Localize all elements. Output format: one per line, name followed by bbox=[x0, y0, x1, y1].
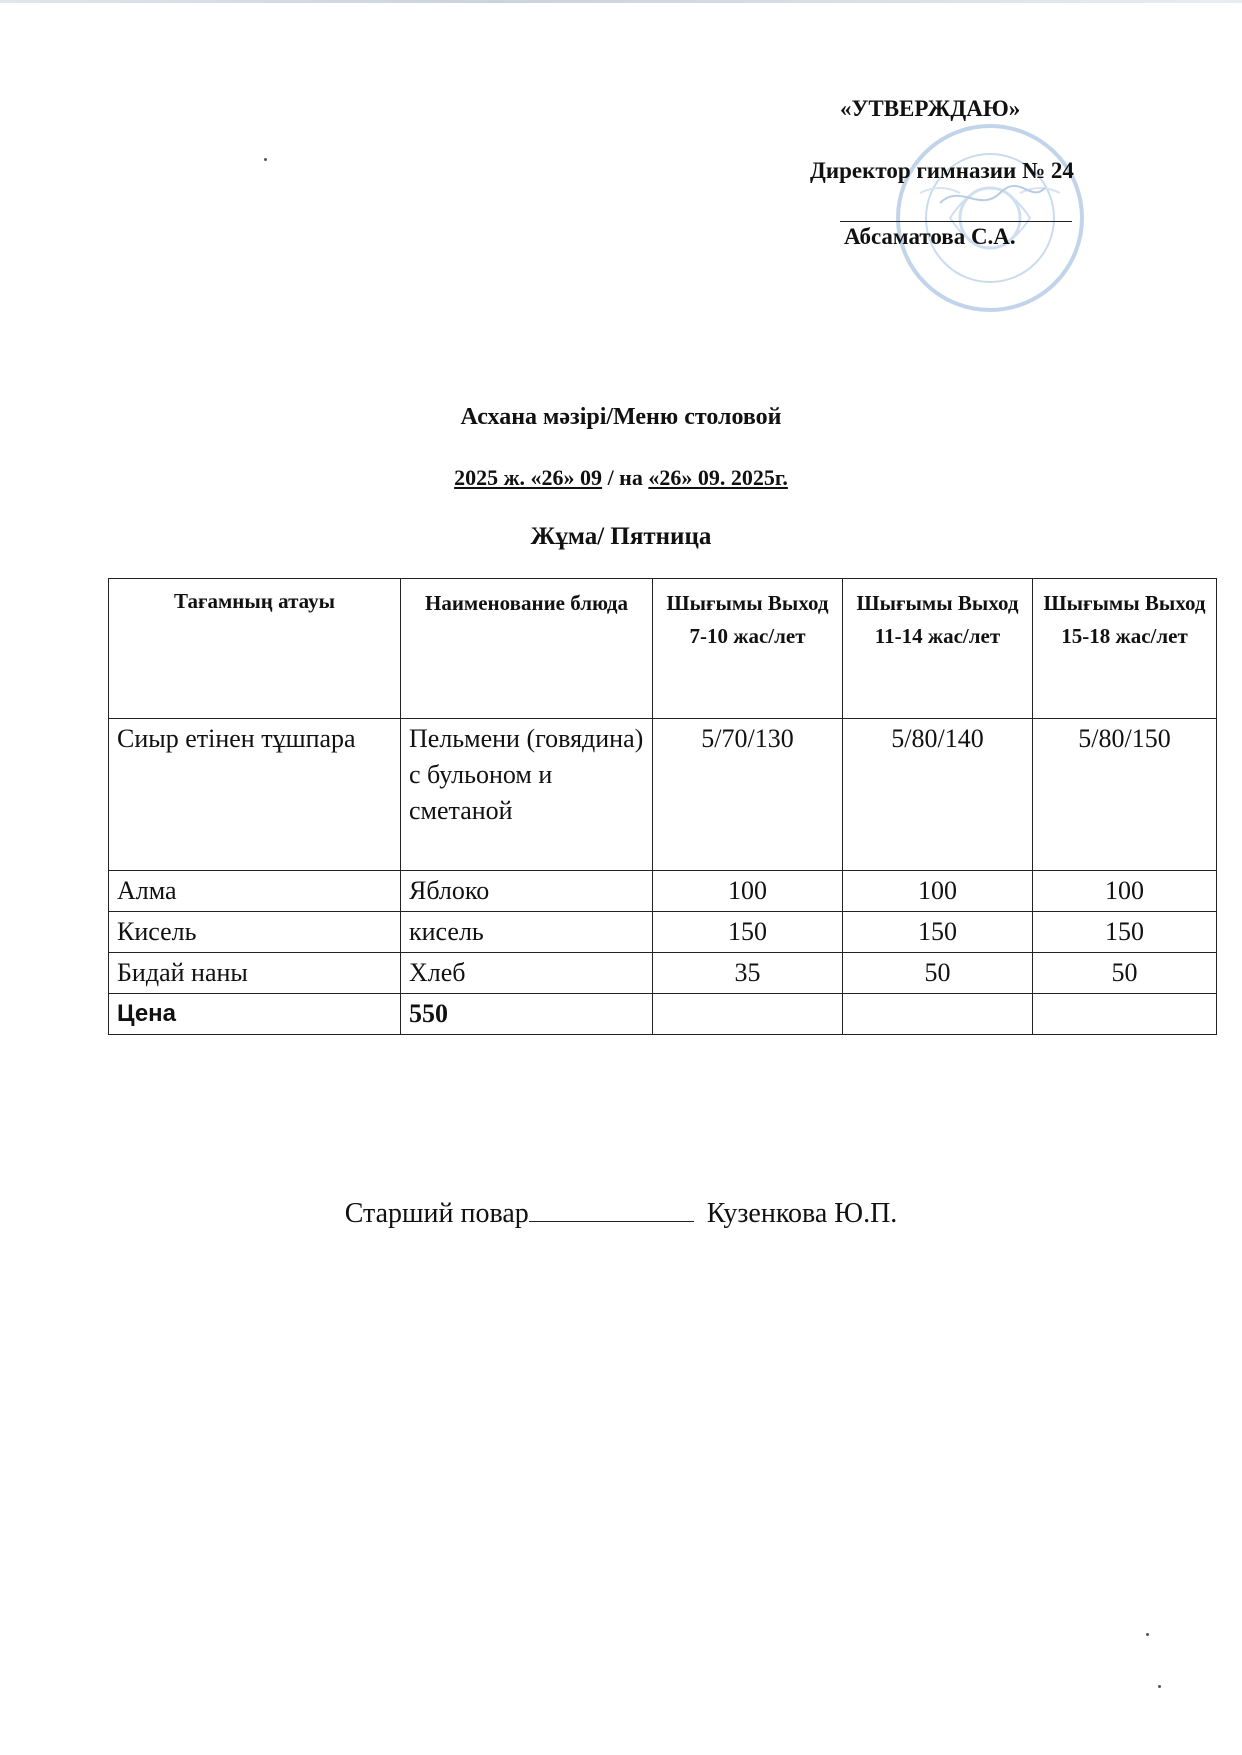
official-seal-stamp bbox=[880, 118, 1110, 318]
column-header: Шығымы Выход 7-10 жас/лет bbox=[653, 579, 843, 719]
scan-speck bbox=[264, 158, 267, 161]
table-row bbox=[109, 912, 1217, 953]
table-row bbox=[109, 953, 1217, 994]
table-cell: Яблоко bbox=[401, 871, 653, 912]
price-value: 550 bbox=[401, 994, 653, 1035]
table-cell: 35 bbox=[653, 953, 843, 994]
scan-edge bbox=[0, 0, 1242, 3]
menu-day: Жұма/ Пятница bbox=[530, 523, 712, 550]
table-cell: Бидай наны bbox=[109, 953, 401, 994]
table-cell: 50 bbox=[843, 953, 1033, 994]
menu-title: Асхана мәзірі/Меню столовой bbox=[460, 404, 782, 430]
table-cell: 100 bbox=[843, 871, 1033, 912]
table-cell: 5/70/130 bbox=[653, 719, 843, 871]
table-cell: 50 bbox=[1033, 953, 1217, 994]
menu-date-kz: 2025 ж. «26» 09 bbox=[454, 465, 603, 490]
column-header: Шығымы Выход 11-14 жас/лет bbox=[843, 579, 1033, 719]
table-header-row bbox=[109, 579, 1217, 719]
table-cell-empty bbox=[653, 994, 843, 1035]
table-cell-empty bbox=[1033, 994, 1217, 1035]
table-row bbox=[109, 871, 1217, 912]
table-cell: Алма bbox=[109, 871, 401, 912]
price-row bbox=[109, 994, 1217, 1035]
cook-signature bbox=[0, 1198, 1242, 1230]
table-cell: 100 bbox=[1033, 871, 1217, 912]
approval-heading: «УТВЕРЖДАЮ» bbox=[840, 96, 1021, 121]
menu-date bbox=[0, 465, 1242, 491]
table-cell: Пельмени (говядина) с бульоном и сметаной bbox=[401, 719, 653, 871]
column-header: Шығымы Выход 15-18 жас/лет bbox=[1033, 579, 1217, 719]
table-row bbox=[109, 719, 1217, 871]
column-header: Наименование блюда bbox=[401, 579, 653, 719]
menu-table bbox=[108, 578, 1217, 1035]
table-cell: 5/80/140 bbox=[843, 719, 1033, 871]
scan-speck bbox=[1158, 1685, 1161, 1688]
cook-signature-line bbox=[529, 1199, 694, 1222]
menu-date-separator: / на bbox=[602, 465, 649, 490]
table-cell: 150 bbox=[653, 912, 843, 953]
scan-speck bbox=[1146, 1633, 1149, 1636]
table-cell: кисель bbox=[401, 912, 653, 953]
table-cell: 100 bbox=[653, 871, 843, 912]
table-cell: 150 bbox=[843, 912, 1033, 953]
table-cell: Хлеб bbox=[401, 953, 653, 994]
table-cell: 5/80/150 bbox=[1033, 719, 1217, 871]
table-cell: Кисель bbox=[109, 912, 401, 953]
approval-position: Директор гимназии № 24 bbox=[810, 158, 1074, 183]
cook-role: Старший повар bbox=[344, 1198, 529, 1229]
approval-name: Абсаматова С.А. bbox=[844, 224, 1016, 249]
price-label: Цена bbox=[109, 994, 401, 1035]
column-header: Тағамның атауы bbox=[109, 579, 401, 719]
table-cell: 150 bbox=[1033, 912, 1217, 953]
signature-line bbox=[840, 221, 1072, 222]
cook-name: Кузенкова Ю.П. bbox=[699, 1198, 898, 1229]
table-cell-empty bbox=[843, 994, 1033, 1035]
table-cell: Сиыр етінен тұшпара bbox=[109, 719, 401, 871]
menu-date-ru: «26» 09. 2025г. bbox=[648, 465, 788, 490]
